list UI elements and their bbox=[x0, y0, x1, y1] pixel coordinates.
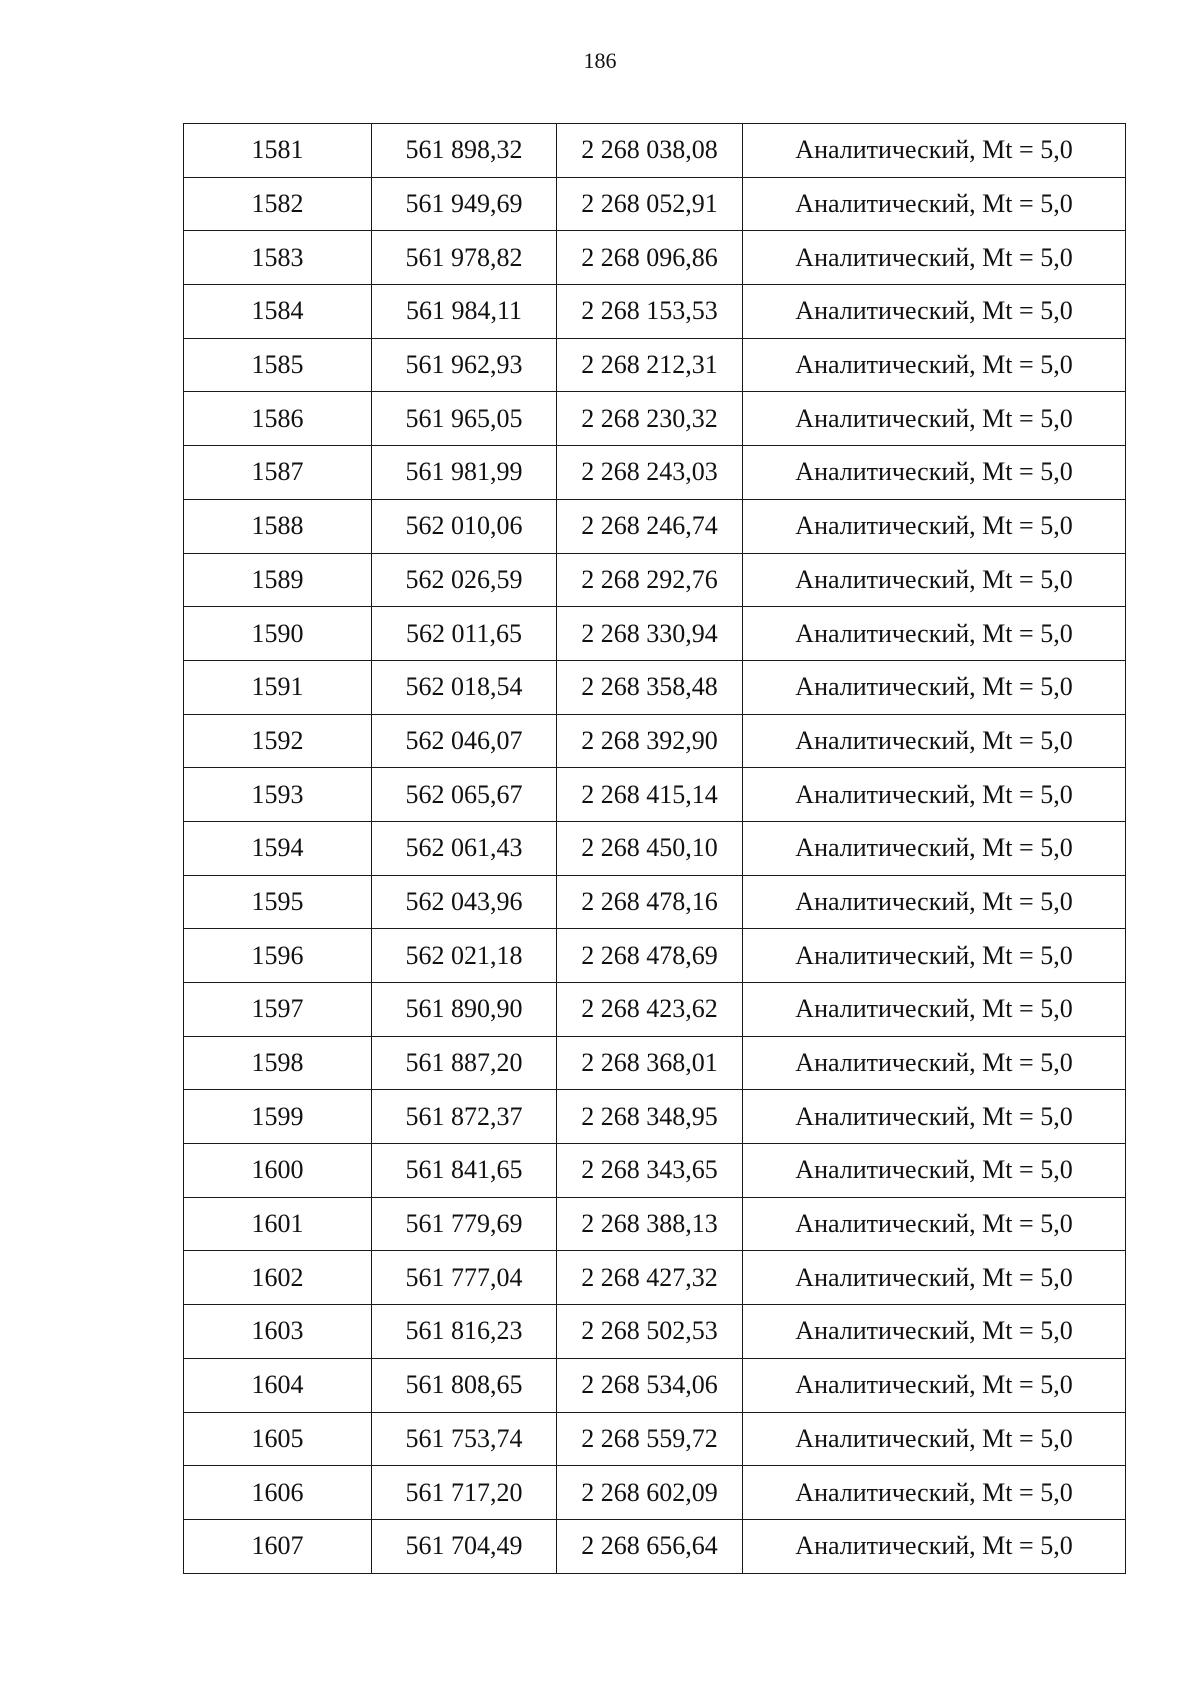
y-coordinate-cell: 2 268 153,53 bbox=[557, 285, 743, 339]
method-cell: Аналитический, Mt = 5,0 bbox=[743, 875, 1126, 929]
y-coordinate-cell: 2 268 656,64 bbox=[557, 1519, 743, 1573]
point-number-cell: 1597 bbox=[184, 983, 372, 1037]
point-number-cell: 1581 bbox=[184, 124, 372, 178]
y-coordinate-cell: 2 268 246,74 bbox=[557, 499, 743, 553]
method-cell: Аналитический, Mt = 5,0 bbox=[743, 1036, 1126, 1090]
x-coordinate-cell: 561 704,49 bbox=[372, 1519, 557, 1573]
y-coordinate-cell: 2 268 427,32 bbox=[557, 1251, 743, 1305]
table-row bbox=[184, 1144, 1126, 1198]
point-number-cell: 1596 bbox=[184, 929, 372, 983]
x-coordinate-cell: 561 779,69 bbox=[372, 1197, 557, 1251]
table-row bbox=[184, 983, 1126, 1037]
method-cell: Аналитический, Mt = 5,0 bbox=[743, 499, 1126, 553]
table-row bbox=[184, 1412, 1126, 1466]
method-cell: Аналитический, Mt = 5,0 bbox=[743, 1251, 1126, 1305]
table-row bbox=[184, 929, 1126, 983]
table-row bbox=[184, 1305, 1126, 1359]
point-number-cell: 1582 bbox=[184, 177, 372, 231]
point-number-cell: 1600 bbox=[184, 1144, 372, 1198]
method-cell: Аналитический, Mt = 5,0 bbox=[743, 1090, 1126, 1144]
y-coordinate-cell: 2 268 478,69 bbox=[557, 929, 743, 983]
method-cell: Аналитический, Mt = 5,0 bbox=[743, 553, 1126, 607]
point-number-cell: 1593 bbox=[184, 768, 372, 822]
y-coordinate-cell: 2 268 415,14 bbox=[557, 768, 743, 822]
x-coordinate-cell: 561 753,74 bbox=[372, 1412, 557, 1466]
x-coordinate-cell: 562 065,67 bbox=[372, 768, 557, 822]
table-row bbox=[184, 124, 1126, 178]
page-number: 186 bbox=[583, 48, 617, 73]
y-coordinate-cell: 2 268 292,76 bbox=[557, 553, 743, 607]
table-row bbox=[184, 285, 1126, 339]
method-cell: Аналитический, Mt = 5,0 bbox=[743, 607, 1126, 661]
x-coordinate-cell: 561 978,82 bbox=[372, 231, 557, 285]
method-cell: Аналитический, Mt = 5,0 bbox=[743, 821, 1126, 875]
table-row bbox=[184, 231, 1126, 285]
method-cell: Аналитический, Mt = 5,0 bbox=[743, 1197, 1126, 1251]
method-cell: Аналитический, Mt = 5,0 bbox=[743, 714, 1126, 768]
y-coordinate-cell: 2 268 559,72 bbox=[557, 1412, 743, 1466]
table-row bbox=[184, 875, 1126, 929]
y-coordinate-cell: 2 268 368,01 bbox=[557, 1036, 743, 1090]
x-coordinate-cell: 562 010,06 bbox=[372, 499, 557, 553]
point-number-cell: 1599 bbox=[184, 1090, 372, 1144]
point-number-cell: 1587 bbox=[184, 446, 372, 500]
point-number-cell: 1601 bbox=[184, 1197, 372, 1251]
point-number-cell: 1607 bbox=[184, 1519, 372, 1573]
y-coordinate-cell: 2 268 388,13 bbox=[557, 1197, 743, 1251]
table-row bbox=[184, 446, 1126, 500]
method-cell: Аналитический, Mt = 5,0 bbox=[743, 768, 1126, 822]
point-number-cell: 1585 bbox=[184, 338, 372, 392]
table-row bbox=[184, 1251, 1126, 1305]
y-coordinate-cell: 2 268 602,09 bbox=[557, 1466, 743, 1520]
table-row bbox=[184, 553, 1126, 607]
x-coordinate-cell: 561 887,20 bbox=[372, 1036, 557, 1090]
table-row bbox=[184, 1519, 1126, 1573]
point-number-cell: 1584 bbox=[184, 285, 372, 339]
method-cell: Аналитический, Mt = 5,0 bbox=[743, 231, 1126, 285]
x-coordinate-cell: 561 949,69 bbox=[372, 177, 557, 231]
method-cell: Аналитический, Mt = 5,0 bbox=[743, 1519, 1126, 1573]
coordinates-table-body bbox=[184, 124, 1126, 1574]
x-coordinate-cell: 561 981,99 bbox=[372, 446, 557, 500]
method-cell: Аналитический, Mt = 5,0 bbox=[743, 338, 1126, 392]
y-coordinate-cell: 2 268 348,95 bbox=[557, 1090, 743, 1144]
y-coordinate-cell: 2 268 358,48 bbox=[557, 660, 743, 714]
y-coordinate-cell: 2 268 534,06 bbox=[557, 1358, 743, 1412]
x-coordinate-cell: 561 984,11 bbox=[372, 285, 557, 339]
table-row bbox=[184, 1036, 1126, 1090]
method-cell: Аналитический, Mt = 5,0 bbox=[743, 285, 1126, 339]
x-coordinate-cell: 562 021,18 bbox=[372, 929, 557, 983]
x-coordinate-cell: 562 043,96 bbox=[372, 875, 557, 929]
x-coordinate-cell: 561 816,23 bbox=[372, 1305, 557, 1359]
table-row bbox=[184, 338, 1126, 392]
y-coordinate-cell: 2 268 392,90 bbox=[557, 714, 743, 768]
x-coordinate-cell: 562 061,43 bbox=[372, 821, 557, 875]
method-cell: Аналитический, Mt = 5,0 bbox=[743, 660, 1126, 714]
x-coordinate-cell: 561 808,65 bbox=[372, 1358, 557, 1412]
y-coordinate-cell: 2 268 343,65 bbox=[557, 1144, 743, 1198]
method-cell: Аналитический, Mt = 5,0 bbox=[743, 929, 1126, 983]
y-coordinate-cell: 2 268 212,31 bbox=[557, 338, 743, 392]
table-row bbox=[184, 177, 1126, 231]
y-coordinate-cell: 2 268 096,86 bbox=[557, 231, 743, 285]
y-coordinate-cell: 2 268 230,32 bbox=[557, 392, 743, 446]
method-cell: Аналитический, Mt = 5,0 bbox=[743, 1466, 1126, 1520]
point-number-cell: 1598 bbox=[184, 1036, 372, 1090]
table-row bbox=[184, 1358, 1126, 1412]
point-number-cell: 1588 bbox=[184, 499, 372, 553]
method-cell: Аналитический, Mt = 5,0 bbox=[743, 1305, 1126, 1359]
table-row bbox=[184, 499, 1126, 553]
x-coordinate-cell: 562 046,07 bbox=[372, 714, 557, 768]
y-coordinate-cell: 2 268 423,62 bbox=[557, 983, 743, 1037]
table-row bbox=[184, 660, 1126, 714]
x-coordinate-cell: 561 841,65 bbox=[372, 1144, 557, 1198]
y-coordinate-cell: 2 268 478,16 bbox=[557, 875, 743, 929]
point-number-cell: 1583 bbox=[184, 231, 372, 285]
table-row bbox=[184, 392, 1126, 446]
x-coordinate-cell: 561 965,05 bbox=[372, 392, 557, 446]
y-coordinate-cell: 2 268 038,08 bbox=[557, 124, 743, 178]
y-coordinate-cell: 2 268 502,53 bbox=[557, 1305, 743, 1359]
point-number-cell: 1604 bbox=[184, 1358, 372, 1412]
point-number-cell: 1590 bbox=[184, 607, 372, 661]
method-cell: Аналитический, Mt = 5,0 bbox=[743, 124, 1126, 178]
x-coordinate-cell: 561 717,20 bbox=[372, 1466, 557, 1520]
x-coordinate-cell: 562 026,59 bbox=[372, 553, 557, 607]
point-number-cell: 1591 bbox=[184, 660, 372, 714]
method-cell: Аналитический, Mt = 5,0 bbox=[743, 983, 1126, 1037]
coordinates-table bbox=[183, 123, 1126, 1574]
method-cell: Аналитический, Mt = 5,0 bbox=[743, 177, 1126, 231]
method-cell: Аналитический, Mt = 5,0 bbox=[743, 1358, 1126, 1412]
point-number-cell: 1592 bbox=[184, 714, 372, 768]
method-cell: Аналитический, Mt = 5,0 bbox=[743, 1144, 1126, 1198]
method-cell: Аналитический, Mt = 5,0 bbox=[743, 392, 1126, 446]
x-coordinate-cell: 562 018,54 bbox=[372, 660, 557, 714]
point-number-cell: 1589 bbox=[184, 553, 372, 607]
table-row bbox=[184, 768, 1126, 822]
table-row bbox=[184, 1466, 1126, 1520]
y-coordinate-cell: 2 268 052,91 bbox=[557, 177, 743, 231]
table-row bbox=[184, 821, 1126, 875]
point-number-cell: 1605 bbox=[184, 1412, 372, 1466]
method-cell: Аналитический, Mt = 5,0 bbox=[743, 446, 1126, 500]
x-coordinate-cell: 562 011,65 bbox=[372, 607, 557, 661]
point-number-cell: 1606 bbox=[184, 1466, 372, 1520]
table-row bbox=[184, 607, 1126, 661]
x-coordinate-cell: 561 890,90 bbox=[372, 983, 557, 1037]
table-row bbox=[184, 714, 1126, 768]
point-number-cell: 1603 bbox=[184, 1305, 372, 1359]
table-row bbox=[184, 1197, 1126, 1251]
x-coordinate-cell: 561 962,93 bbox=[372, 338, 557, 392]
point-number-cell: 1586 bbox=[184, 392, 372, 446]
point-number-cell: 1595 bbox=[184, 875, 372, 929]
y-coordinate-cell: 2 268 450,10 bbox=[557, 821, 743, 875]
point-number-cell: 1594 bbox=[184, 821, 372, 875]
point-number-cell: 1602 bbox=[184, 1251, 372, 1305]
x-coordinate-cell: 561 777,04 bbox=[372, 1251, 557, 1305]
x-coordinate-cell: 561 898,32 bbox=[372, 124, 557, 178]
x-coordinate-cell: 561 872,37 bbox=[372, 1090, 557, 1144]
method-cell: Аналитический, Mt = 5,0 bbox=[743, 1412, 1126, 1466]
y-coordinate-cell: 2 268 330,94 bbox=[557, 607, 743, 661]
table-row bbox=[184, 1090, 1126, 1144]
y-coordinate-cell: 2 268 243,03 bbox=[557, 446, 743, 500]
